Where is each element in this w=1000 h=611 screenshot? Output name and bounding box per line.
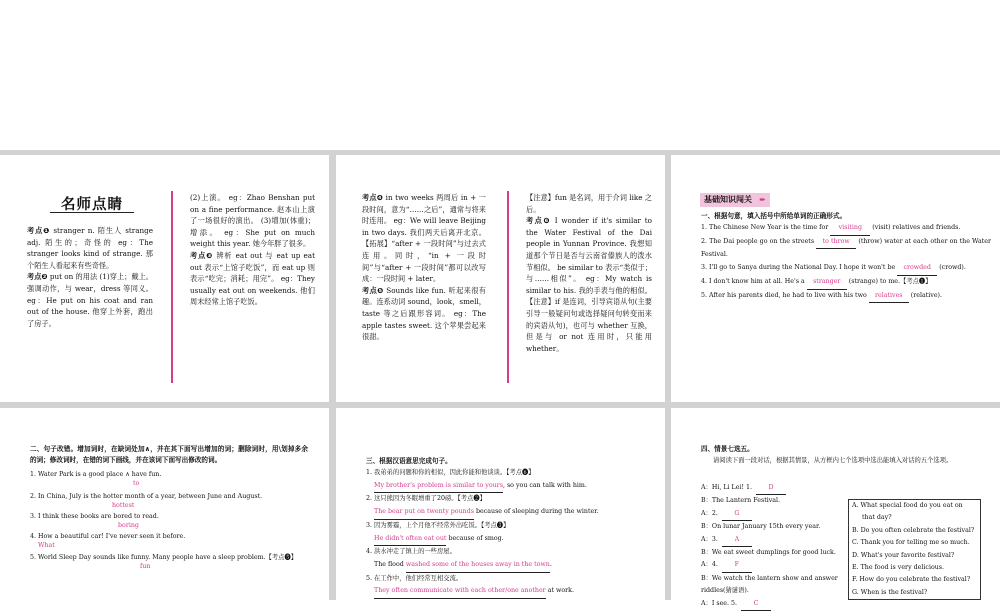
dialog-text: A：4. bbox=[701, 561, 718, 569]
exercise-item bbox=[701, 222, 991, 236]
answer-blank[interactable]: F bbox=[722, 559, 752, 572]
answer-blank[interactable]: G bbox=[722, 508, 752, 521]
panel-dialog-completion bbox=[671, 408, 1000, 607]
answer-blank[interactable]: crowded bbox=[897, 262, 937, 276]
dialog-line bbox=[701, 559, 851, 572]
dialog bbox=[701, 482, 851, 611]
answer-blank[interactable]: D bbox=[756, 482, 786, 495]
dialog-line bbox=[701, 534, 851, 547]
exercise-item: 2. In China, July is the hotter month of a year, between June and August. bbox=[30, 493, 263, 500]
exercise-item bbox=[701, 236, 991, 262]
exercise-4 bbox=[701, 444, 989, 466]
arrow-icon: ➨ bbox=[759, 195, 766, 204]
point-text: I wonder if it's similar to the Water Festival of the Dai people in Yunnan Province. 我想知道那个节日是否与云南省傣族人的泼水节相似。 be similar to 表示“类似于；与……相似”。 eg：My watch is similar to his. 我的手表与他的相似。 【注意】if 是连词，引导宾语从句(主要引导一般疑问句或选择疑问句转变而来的宾语从句)，也可与 whether 互换，但是与 or not 连用时，只能用 whether。 bbox=[526, 216, 652, 353]
correction-answer[interactable]: boring bbox=[118, 522, 139, 529]
panel-translation bbox=[336, 408, 665, 600]
item-text: (strange) to me.【考点❶】 bbox=[846, 277, 932, 285]
section-tag-label: 基础知识闯关 bbox=[704, 195, 752, 204]
point-label: 考点❺ bbox=[362, 285, 384, 295]
exercise-3 bbox=[366, 456, 651, 599]
exercise-item bbox=[701, 290, 991, 304]
option-item: C. Thank you for telling me so much. bbox=[852, 539, 970, 547]
answer-blank[interactable]: The bear put on twenty pounds bbox=[374, 506, 474, 520]
tips-left-column bbox=[27, 225, 153, 329]
answer-line bbox=[366, 533, 651, 547]
section-tag bbox=[700, 193, 770, 207]
item-text: (crowd). bbox=[937, 264, 966, 272]
dialog-text: A：I see. 5. bbox=[701, 599, 738, 607]
point-text: in two weeks 两周后 in + 一段时间，意为“……之后”，通常与将来时连用。 eg：We will leave Beijing in two days. 我们两天后离开北京。 【拓展】“after + 一段时间”与过去式连用。同时，“in + 一段时间”与“after + 一段时间”都可以改写成：一段时间 + later。 bbox=[362, 193, 486, 284]
item-text: (throw) water at each other on the Water Festival. bbox=[701, 237, 991, 259]
answer-blank[interactable]: C bbox=[741, 598, 771, 611]
dialog-line bbox=[701, 482, 851, 495]
answer-blank[interactable]: washed some of the houses away in the town bbox=[406, 559, 550, 573]
exercise-item bbox=[701, 276, 991, 290]
tips-right-column bbox=[190, 192, 315, 308]
item-text: 1. The Chinese New Year is the time for bbox=[701, 224, 831, 231]
answer-blank[interactable]: stranger bbox=[807, 276, 847, 290]
item-text: 2. The Dai people go on the streets bbox=[701, 237, 817, 245]
exercise-item bbox=[701, 262, 991, 276]
answer-line bbox=[366, 506, 651, 520]
option-item: B. Do you often celebrate the festival? bbox=[852, 526, 975, 534]
point-text: Sounds like fun. 听起来很有趣。连系动词 sound，look，smell，taste 等之后跟形容词。 eg：The apple tastes sweet. 这个苹果尝起来很甜。 bbox=[362, 285, 486, 342]
point-label: 考点❻ bbox=[526, 216, 551, 226]
item-text: 3. I'll go to Sanya during the National Day. I hope it won't be bbox=[701, 264, 898, 272]
answer-line bbox=[366, 480, 651, 494]
column-divider bbox=[507, 191, 509, 383]
dialog-line bbox=[701, 495, 851, 507]
exercise-2 bbox=[30, 444, 308, 466]
answer-blank[interactable]: relatives bbox=[869, 290, 909, 304]
answer-blank[interactable]: visiting bbox=[830, 222, 870, 236]
panel-basic-knowledge bbox=[671, 155, 1000, 402]
tips-left-column bbox=[362, 192, 486, 343]
point-text: 辨析 eat out 与 eat up eat out 表示“上馆子吃饭”，而 eat up 则表示“吃完；消耗；用完”。 eg：They usually eat out on weekends. 他们周末经常上馆子吃饭。 bbox=[190, 250, 315, 307]
point-text: (2)上演。 eg：Zhao Benshan put on a fine performance. 赵本山上演了一场很好的演出。 (3)增加(体重)；增添。 eg：She put on much weight this year. 她今年胖了很多。 bbox=[190, 193, 315, 249]
dialog-text: B：On lunar January 15th every year. bbox=[701, 523, 821, 531]
answer-blank[interactable]: A bbox=[722, 534, 752, 547]
item-text: , so you can talk with him. bbox=[502, 481, 587, 489]
option-item: that day? bbox=[862, 514, 892, 522]
correction-answer[interactable]: fun bbox=[140, 563, 151, 570]
option-item: D. What's your favorite festival? bbox=[852, 551, 955, 559]
option-item: F. How do you celebrate the festival? bbox=[852, 576, 971, 584]
exercise-item: 4. How a beautiful car! I've never seen it before. bbox=[30, 533, 186, 540]
exercise-item: 3. I think these books are bored to read. bbox=[30, 513, 159, 520]
point-text: stranger n. 陌生人 strange adj. 陌生的；奇怪的 eg：The stranger looks kind of strange. 那个陌生人看起来有些奇怪。 bbox=[27, 226, 153, 270]
dialog-line bbox=[701, 598, 851, 611]
dialog-text: B：We eat sweet dumplings for good luck. bbox=[701, 549, 836, 557]
item-text: at work. bbox=[545, 587, 574, 595]
option-item: E. The food is very delicious. bbox=[852, 564, 945, 572]
answer-line bbox=[366, 559, 651, 573]
exercise-title: 二、句子改错。增加词时，在缺词处加∧，并在其下面写出增加的词；删除词时，用\划掉多余的词；修改词时，在错的词下画线，并在该词下面写出修改的词。 bbox=[30, 445, 308, 464]
question-text: 4. 洪水冲走了镇上的一些房屋。 bbox=[366, 548, 456, 556]
dialog-line bbox=[701, 573, 851, 585]
heading-underline bbox=[50, 212, 134, 213]
options-box bbox=[848, 499, 981, 600]
correction-answer[interactable]: What bbox=[38, 542, 55, 549]
item-text: because of sleeping during the winter. bbox=[473, 508, 599, 516]
item-text: . bbox=[549, 560, 552, 568]
item-text: The flood bbox=[374, 560, 406, 568]
option-item: G. When is the festival? bbox=[852, 588, 928, 596]
question-text: 3. 因为雾霾，上个月他不经常外出吃饭。【考点❸】 bbox=[366, 521, 510, 529]
panel-teacher-tips-1 bbox=[0, 155, 329, 402]
section-heading: 名师点睛 bbox=[61, 197, 123, 213]
panel-teacher-tips-2 bbox=[336, 155, 665, 402]
item-text: because of smog. bbox=[446, 534, 504, 542]
answer-blank[interactable]: They often communicate with each other/one another bbox=[374, 585, 546, 599]
question-text: 1. 我弟弟的问题和你的相似，因此你能和他谈谈。【考点❻】 bbox=[366, 469, 535, 476]
column-divider bbox=[171, 191, 173, 383]
panel-sentence-correction bbox=[0, 408, 329, 600]
dialog-text: riddles(猜谜语). bbox=[701, 587, 749, 595]
exercise-item: 1. Water Park is a good place ∧ have fun. bbox=[30, 471, 162, 478]
dialog-line bbox=[701, 547, 851, 559]
item-text: 5. After his parents died, he had to live with his two bbox=[701, 291, 869, 299]
dialog-line bbox=[701, 585, 851, 597]
point-text: 【注意】fun 是名词，用于介词 like 之后。 bbox=[526, 193, 652, 214]
point-label: 考点❹ bbox=[362, 193, 384, 202]
correction-answer[interactable]: to bbox=[133, 480, 140, 487]
question-text: 5. 在工作中，他们经常互相交流。 bbox=[366, 574, 463, 582]
dialog-text: A：3. bbox=[701, 535, 718, 543]
point-label: 考点❸ bbox=[190, 250, 214, 260]
answer-blank[interactable]: to throw bbox=[816, 236, 856, 250]
item-text: (visit) relatives and friends. bbox=[870, 224, 961, 231]
exercise-title: 三、根据汉语意思完成句子。 bbox=[366, 457, 452, 465]
answer-blank[interactable]: My brother's problem is similar to yours bbox=[374, 480, 503, 494]
dialog-text: B：The Lantern Festival. bbox=[701, 497, 781, 505]
item-text: 4. I don't know him at all. He's a bbox=[701, 277, 807, 285]
question-text: 2. 这只熊因为冬眠增重了20磅。【考点❷】 bbox=[366, 495, 486, 503]
dialog-text: A：2. bbox=[701, 509, 718, 517]
correction-answer[interactable]: hottest bbox=[112, 502, 135, 509]
exercise-title: 一、根据句意，填入括号中所给单词的正确形式。 bbox=[701, 212, 847, 220]
exercise-title: 四、情景七选五。 bbox=[701, 445, 754, 453]
exercise-intro: 请阅读下面一段对话，根据其情景，从方框内七个选项中选出能填入对话的五个选项。 bbox=[713, 457, 953, 464]
dialog-text: A：Hi, Li Lei! 1. bbox=[701, 484, 753, 491]
point-text: put on 的用法 (1)穿上；戴上。强调动作，与 wear，dress 等同义。 eg：He put on his coat and ran out of the house. 他穿上外套，跑出了房子。 bbox=[27, 272, 153, 328]
dialog-line bbox=[701, 521, 851, 533]
point-label: 考点❶ bbox=[27, 226, 51, 235]
tips-right-column bbox=[526, 192, 652, 354]
exercise-1 bbox=[701, 211, 991, 303]
dialog-text: B：We watch the lantern show and answer bbox=[701, 574, 838, 582]
exercise-item: 5. World Sleep Day sounds like funny. Many people have a sleep problem.【考点❺】 bbox=[30, 554, 298, 561]
item-text: (relative). bbox=[908, 291, 943, 299]
dialog-line bbox=[701, 508, 851, 521]
option-item: A. What special food do you eat on bbox=[852, 502, 963, 509]
point-label: 考点❷ bbox=[27, 272, 48, 282]
answer-blank[interactable]: He didn't often eat out bbox=[374, 533, 446, 547]
answer-line bbox=[366, 585, 651, 599]
